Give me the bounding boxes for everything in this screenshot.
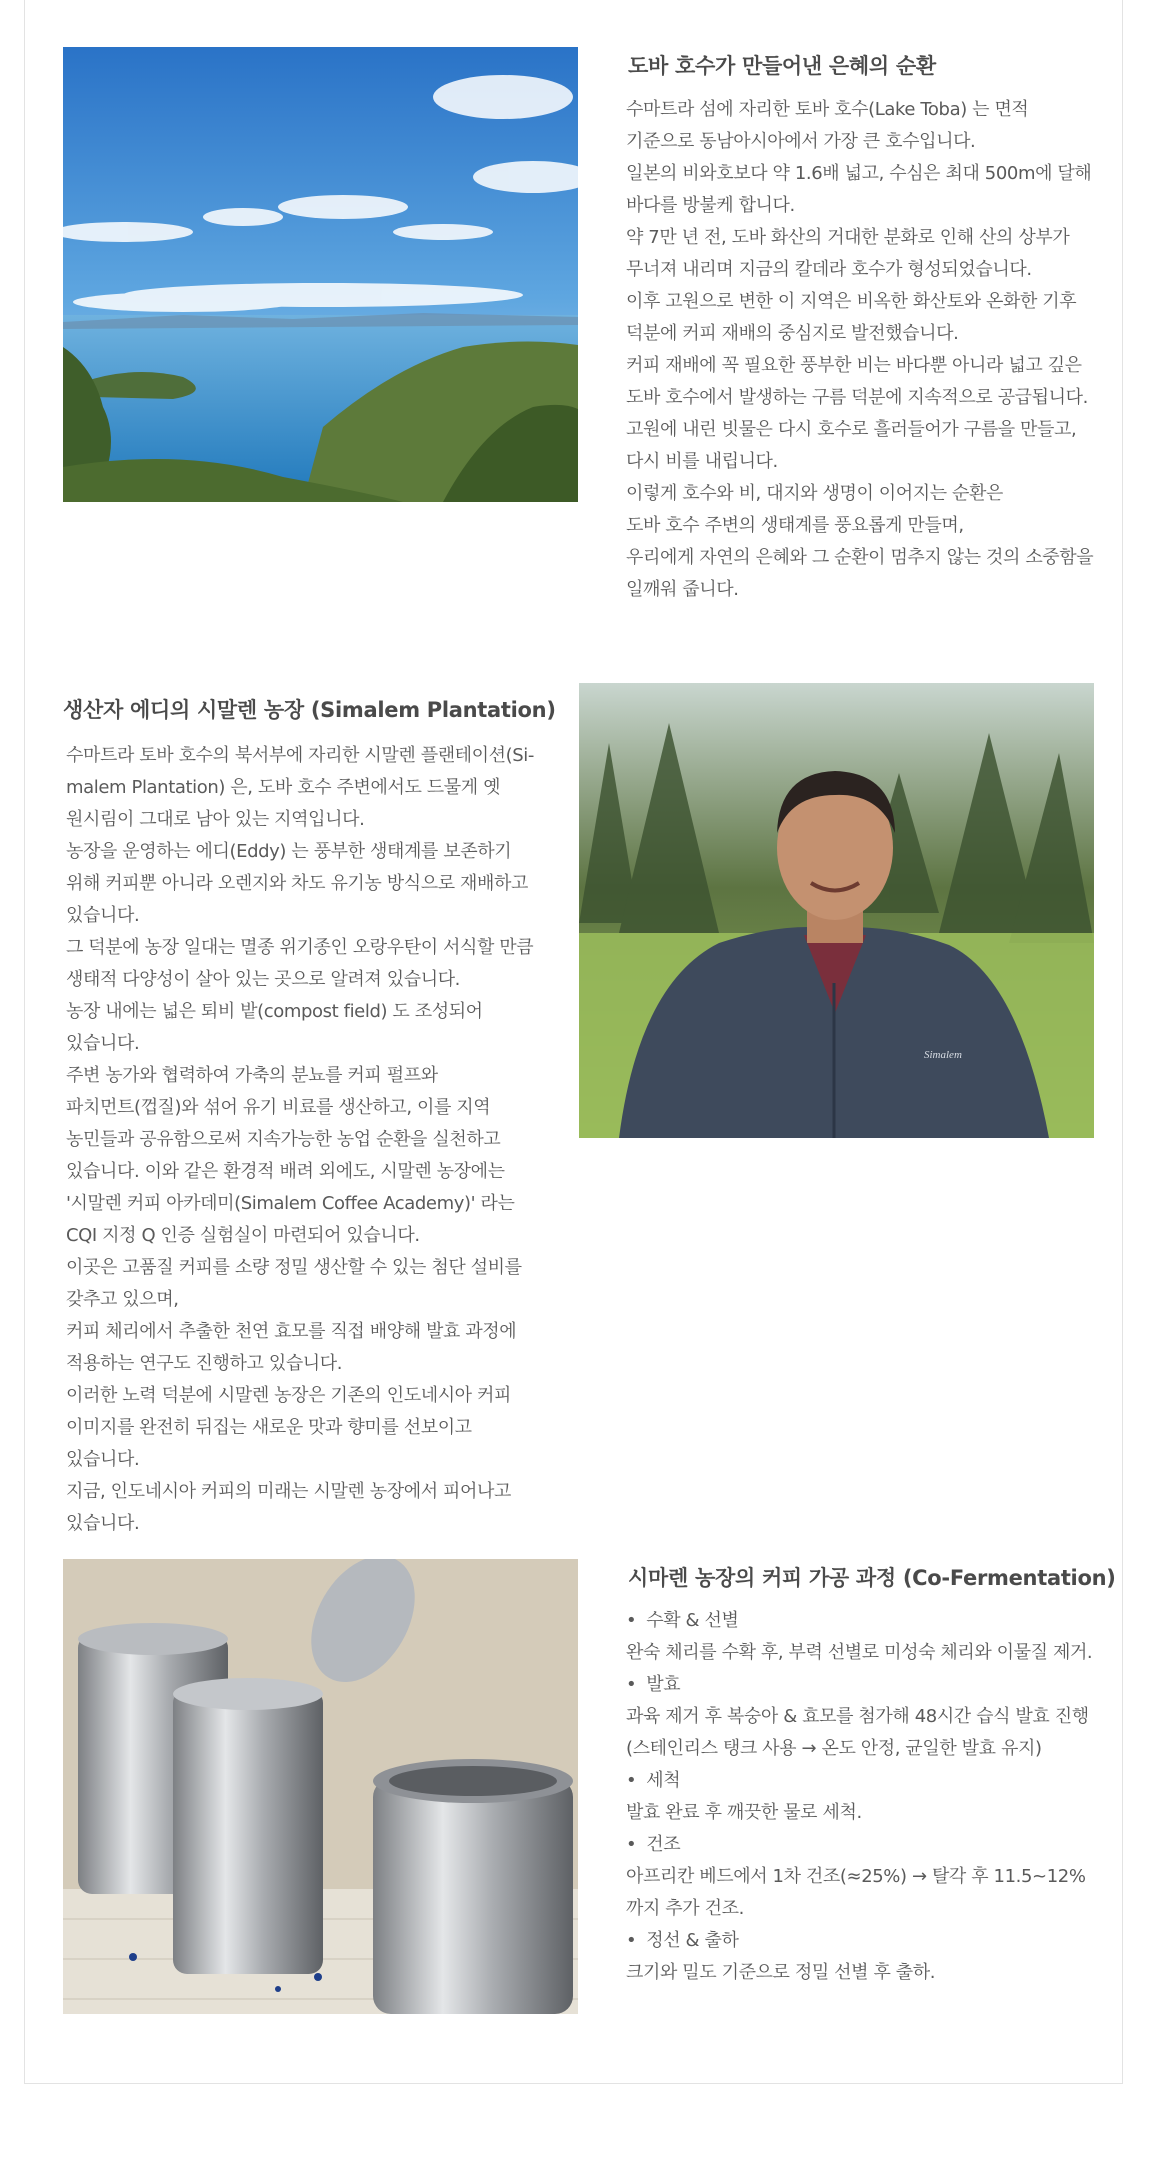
body-line: 커피 체리에서 추출한 천연 효모를 직접 배양해 발효 과정에: [66, 1321, 517, 1342]
step-description: 아프리칸 베드에서 1차 건조(≈25%) → 탈각 후 11.5~12%: [626, 1866, 1086, 1887]
body-line: 있습니다. 이와 같은 환경적 배려 외에도, 시말렌 농장에는: [66, 1161, 505, 1182]
body-line: 이후 고원으로 변한 이 지역은 비옥한 화산토와 온화한 기후: [626, 291, 1077, 312]
step-description: 완숙 체리를 수확 후, 부력 선별로 미성숙 체리와 이물질 제거.: [626, 1642, 1093, 1663]
body-line: 있습니다.: [66, 1513, 140, 1534]
step-description: 까지 추가 건조.: [626, 1898, 744, 1919]
step-title: • 건조: [626, 1829, 1092, 1861]
body-line: 있습니다.: [66, 1033, 140, 1054]
step-description: 과육 제거 후 복숭아 & 효모를 첨가해 48시간 습식 발효 진행: [626, 1706, 1089, 1727]
section-body: [66, 740, 534, 1540]
process-steps-list: [626, 1605, 1092, 1989]
jacket-logo-text: Simalem: [924, 1049, 962, 1061]
body-line: 고원에 내린 빗물은 다시 호수로 흘러들어가 구름을 만들고,: [626, 419, 1077, 440]
body-line: 수마트라 토바 호수의 북서부에 자리한 시말렌 플랜테이션(Si-: [66, 745, 534, 766]
body-line: 무너져 내리며 지금의 칼데라 호수가 형성되었습니다.: [626, 259, 1032, 280]
body-line: 지금, 인도네시아 커피의 미래는 시말렌 농장에서 피어나고: [66, 1481, 511, 1502]
step-title: • 정선 & 출하: [626, 1925, 1092, 1957]
fermentation-tanks-photo: [63, 1559, 578, 2014]
body-line: 원시림이 그대로 남아 있는 지역입니다.: [66, 809, 365, 830]
body-line: 약 7만 년 전, 도바 화산의 거대한 분화로 인해 산의 상부가: [626, 227, 1070, 248]
body-line: 있습니다.: [66, 1449, 140, 1470]
body-line: 그 덕분에 농장 일대는 멸종 위기종인 오랑우탄이 서식할 만큼: [66, 937, 534, 958]
body-line: 생태적 다양성이 살아 있는 곳으로 알려져 있습니다.: [66, 969, 460, 990]
step-description: 크기와 밀도 기준으로 정밀 선별 후 출하.: [626, 1962, 936, 1983]
step-title: • 수확 & 선별: [626, 1605, 1092, 1637]
body-line: 농장 내에는 넓은 퇴비 밭(compost field) 도 조성되어: [66, 1001, 483, 1022]
body-line: 파치먼트(껍질)와 섞어 유기 비료를 생산하고, 이를 지역: [66, 1097, 491, 1118]
body-line: 이미지를 완전히 뒤집는 새로운 맛과 향미를 선보이고: [66, 1417, 472, 1438]
body-line: 바다를 방불케 합니다.: [626, 195, 795, 216]
section-body: [626, 94, 1093, 606]
body-line: 우리에게 자연의 은혜와 그 순환이 멈추지 않는 것의 소중함을: [626, 547, 1094, 568]
body-line: 도바 호수에서 발생하는 구름 덕분에 지속적으로 공급됩니다.: [626, 387, 1088, 408]
body-line: 이러한 노력 덕분에 시말렌 농장은 기존의 인도네시아 커피: [66, 1385, 511, 1406]
body-line: 커피 재배에 꼭 필요한 풍부한 비는 바다뿐 아니라 넓고 깊은: [626, 355, 1082, 376]
body-line: 위해 커피뿐 아니라 오렌지와 차도 유기농 방식으로 재배하고: [66, 873, 528, 894]
section-heading: 생산자 에디의 시말렌 농장 (Simalem Plantation): [63, 698, 556, 722]
body-line: 도바 호수 주변의 생태계를 풍요롭게 만들며,: [626, 515, 964, 536]
step-description: (스테인리스 탱크 사용 → 온도 안정, 균일한 발효 유지): [626, 1738, 1042, 1759]
section-heading: 도바 호수가 만들어낸 은혜의 순환: [628, 54, 936, 78]
step-title: • 발효: [626, 1669, 1092, 1701]
step-description: 발효 완료 후 깨끗한 물로 세척.: [626, 1802, 862, 1823]
body-line: CQI 지정 Q 인증 실험실이 마련되어 있습니다.: [66, 1225, 420, 1246]
body-line: 농장을 운영하는 에디(Eddy) 는 풍부한 생태계를 보존하기: [66, 841, 512, 862]
body-line: 있습니다.: [66, 905, 140, 926]
body-line: malem Plantation) 은, 도바 호수 주변에서도 드물게 옛: [66, 777, 501, 798]
body-line: 일깨워 줍니다.: [626, 579, 739, 600]
body-line: 일본의 비와호보다 약 1.6배 넓고, 수심은 최대 500m에 달해: [626, 163, 1092, 184]
body-line: 수마트라 섬에 자리한 토바 호수(Lake Toba) 는 면적: [626, 99, 1029, 120]
section-heading: 시마렌 농장의 커피 가공 과정 (Co-Fermentation): [628, 1566, 1116, 1590]
body-line: 적용하는 연구도 진행하고 있습니다.: [66, 1353, 343, 1374]
body-line: 이곳은 고품질 커피를 소량 정밀 생산할 수 있는 첨단 설비를: [66, 1257, 522, 1278]
body-line: 농민들과 공유함으로써 지속가능한 농업 순환을 실천하고: [66, 1129, 501, 1150]
body-line: 주변 농가와 협력하여 가축의 분뇨를 커피 펄프와: [66, 1065, 438, 1086]
body-line: '시말렌 커피 아카데미(Simalem Coffee Academy)' 라는: [66, 1193, 515, 1214]
body-line: 갖추고 있으며,: [66, 1289, 179, 1310]
body-line: 덕분에 커피 재배의 중심지로 발전했습니다.: [626, 323, 959, 344]
eddy-portrait-photo: [579, 683, 1094, 1138]
body-line: 기준으로 동남아시아에서 가장 큰 호수입니다.: [626, 131, 976, 152]
step-title: • 세척: [626, 1765, 1092, 1797]
lake-toba-photo: [63, 47, 578, 502]
body-line: 이렇게 호수와 비, 대지와 생명이 이어지는 순환은: [626, 483, 1004, 504]
body-line: 다시 비를 내립니다.: [626, 451, 778, 472]
